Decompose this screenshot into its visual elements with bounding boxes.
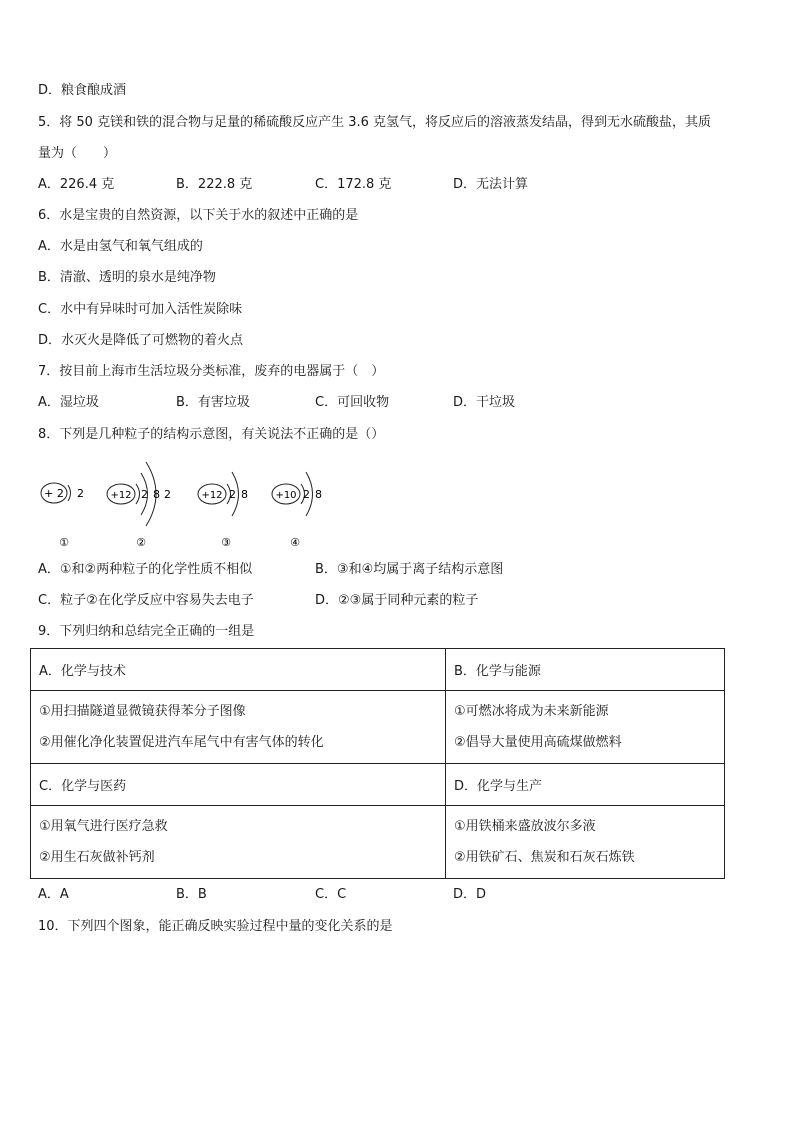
q6-stem: 6．水是宝贵的自然资源，以下关于水的叙述中正确的是 bbox=[38, 208, 359, 223]
nucleus-charge-4: +10 bbox=[275, 490, 297, 501]
q9-option-d: D．D bbox=[453, 887, 487, 902]
table-cell-d-title: D．化学与生产 bbox=[446, 764, 725, 806]
diagram-label-4: ④ bbox=[290, 536, 300, 549]
nucleus-charge-3: +12 bbox=[201, 490, 223, 501]
q5-option-c: C．172.8 克 bbox=[315, 177, 392, 192]
electron-count-3a: 2 bbox=[229, 488, 236, 501]
q8-option-a: A．①和②两种粒子的化学性质不相似 bbox=[38, 562, 253, 577]
q6-option-a: A．水是由氢气和氧气组成的 bbox=[38, 239, 203, 254]
electron-count-2c: 2 bbox=[164, 488, 171, 501]
q8-stem: 8．下列是几种粒子的结构示意图，有关说法不正确的是（） bbox=[38, 427, 385, 442]
q7-option-d: D．干垃圾 bbox=[453, 395, 516, 410]
electron-count-1a: 2 bbox=[77, 487, 84, 500]
table-cell-b-title: B．化学与能源 bbox=[446, 649, 725, 691]
q5-option-a: A．226.4 克 bbox=[38, 177, 115, 192]
q5-option-d: D．无法计算 bbox=[453, 177, 529, 192]
table-cell-a-title: A．化学与技术 bbox=[31, 649, 446, 691]
q7-stem: 7．按目前上海市生活垃圾分类标准，废弃的电器属于（ ） bbox=[38, 364, 385, 379]
q4-option-d: D．粮食酿成酒 bbox=[38, 83, 127, 98]
q7-option-b: B．有害垃圾 bbox=[176, 395, 250, 410]
electron-count-4b: 8 bbox=[315, 488, 322, 501]
q8-option-c: C．粒子②在化学反应中容易失去电子 bbox=[38, 593, 254, 608]
table-cell-a-items bbox=[31, 691, 446, 764]
diagram-label-2: ② bbox=[136, 536, 146, 549]
electron-count-3b: 8 bbox=[241, 488, 248, 501]
q9-summary-table bbox=[30, 648, 725, 879]
structure-diagram-3 bbox=[198, 472, 248, 549]
electron-count-2b: 8 bbox=[153, 488, 160, 501]
table-cell-c-title: C．化学与医药 bbox=[31, 764, 446, 806]
q9-option-a: A．A bbox=[38, 887, 69, 902]
q9-option-b: B．B bbox=[176, 887, 207, 902]
structure-diagram-2 bbox=[107, 462, 171, 549]
electron-count-4a: 2 bbox=[303, 488, 310, 501]
q10-stem: 10．下列四个图象，能正确反映实验过程中量的变化关系的是 bbox=[38, 919, 393, 934]
q9-stem: 9．下列归纳和总结完全正确的一组是 bbox=[38, 624, 255, 639]
structure-diagram-4 bbox=[272, 472, 322, 549]
table-cell-d-items bbox=[446, 806, 725, 879]
nucleus-charge-2: +12 bbox=[110, 490, 132, 501]
table-cell-b-items bbox=[446, 691, 725, 764]
q5-stem-line1: 5．将 50 克镁和铁的混合物与足量的稀硫酸反应产生 3.6 克氢气，将反应后的溶液蒸发结晶，得到无水硫酸盐，其质 bbox=[38, 115, 712, 130]
table-item: ①用扫描隧道显微镜获得苯分子图像 bbox=[39, 704, 246, 719]
q9-option-c: C．C bbox=[315, 887, 347, 902]
table-item: ②倡导大量使用高硫煤做燃料 bbox=[454, 735, 622, 750]
table-item: ①可燃冰将成为未来新能源 bbox=[454, 704, 609, 719]
q8-option-d: D．②③属于同种元素的粒子 bbox=[315, 593, 479, 608]
electron-count-2a: 2 bbox=[141, 488, 148, 501]
q5-option-b: B．222.8 克 bbox=[176, 177, 253, 192]
q6-option-b: B．清澈、透明的泉水是纯净物 bbox=[38, 270, 216, 285]
table-item: ②用铁矿石、焦炭和石灰石炼铁 bbox=[454, 850, 635, 865]
table-item: ①用铁桶来盛放波尔多液 bbox=[454, 819, 596, 834]
diagram-label-3: ③ bbox=[221, 536, 231, 549]
q5-stem-line2: 量为（ ） bbox=[38, 146, 117, 161]
diagram-label-1: ① bbox=[59, 536, 69, 549]
q7-option-c: C．可回收物 bbox=[315, 395, 390, 410]
q6-option-d: D．水灭火是降低了可燃物的着火点 bbox=[38, 333, 244, 348]
q7-option-a: A．湿垃圾 bbox=[38, 395, 99, 410]
table-item: ②用催化净化装置促进汽车尾气中有害气体的转化 bbox=[39, 735, 324, 750]
atomic-structure-diagrams bbox=[30, 456, 370, 551]
nucleus-charge-1: + 2 bbox=[44, 487, 64, 500]
q6-option-c: C．水中有异味时可加入活性炭除味 bbox=[38, 302, 243, 317]
table-item: ②用生石灰做补钙剂 bbox=[39, 850, 155, 865]
table-cell-c-items bbox=[31, 806, 446, 879]
table-item: ①用氧气进行医疗急救 bbox=[39, 819, 168, 834]
structure-diagram-1 bbox=[41, 483, 84, 549]
q8-option-b: B．③和④均属于离子结构示意图 bbox=[315, 562, 504, 577]
